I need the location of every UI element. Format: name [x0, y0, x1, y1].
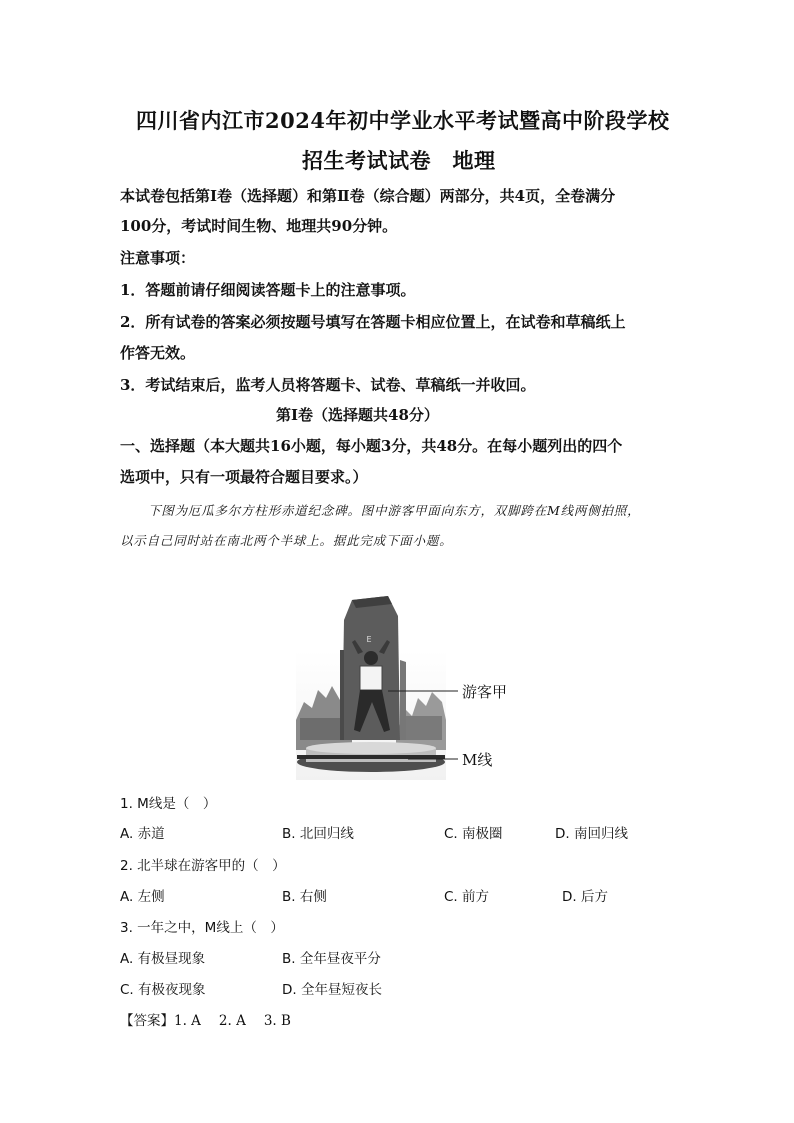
question-2-stem: 2. 北半球在游客甲的（ ）	[120, 858, 286, 874]
question-2-option-d: D. 后方	[562, 889, 608, 905]
notes-item-1: 1．答题前请仔细阅读答题卡上的注意事项。	[120, 281, 416, 299]
part-heading-line-2: 选项中，只有一项最符合题目要求。）	[120, 468, 368, 486]
label-m-line: M线	[462, 751, 493, 769]
m-line	[297, 755, 445, 759]
notes-heading: 注意事项：	[120, 249, 196, 267]
answer-block	[120, 1009, 291, 1029]
passage-line-1: 下图为厄瓜多尔方柱形赤道纪念碑。图中游客甲面向东方，双脚跨在M线两侧拍照，	[148, 503, 641, 518]
label-tourist: 游客甲	[462, 683, 508, 701]
question-2-option-a: A. 左侧	[120, 889, 165, 905]
question-3-option-d: D. 全年昼短夜长	[282, 982, 382, 998]
answer-1: 1. A	[174, 1013, 201, 1029]
question-1-stem: 1. M线是（ ）	[120, 796, 217, 812]
question-1-option-a: A. 赤道	[120, 826, 165, 842]
page-subtitle: 招生考试试卷 地理	[302, 148, 496, 173]
answer-3: 3. B	[263, 1013, 291, 1029]
question-1-option-b: B. 北回归线	[282, 826, 354, 842]
question-3-stem: 3. 一年之中，M线上（ ）	[120, 920, 284, 936]
question-3-option-c: C. 有极夜现象	[120, 982, 206, 998]
page-title: 四川省内江市2024年初中学业水平考试暨高中阶段学校	[136, 108, 670, 133]
answer-2: 2. A	[218, 1013, 246, 1029]
notes-item-2-line-1: 2．所有试卷的答案必须按题号填写在答题卡相应位置上，在试卷和草稿纸上	[120, 313, 626, 331]
part-heading-line-1: 一、选择题（本大题共16小题，每小题3分，共48分。在每小题列出的四个	[120, 437, 623, 455]
question-2-option-c: C. 前方	[444, 889, 490, 905]
notes-item-3: 3．考试结束后，监考人员将答题卡、试卷、草稿纸一并收回。	[120, 376, 536, 394]
intro-line-1: 本试卷包括第Ⅰ卷（选择题）和第Ⅱ卷（综合题）两部分，共4页，全卷满分	[120, 187, 616, 205]
question-3-option-b: B. 全年昼夜平分	[282, 951, 381, 967]
question-2-option-b: B. 右侧	[282, 889, 327, 905]
answer-label: 【答案】	[120, 1013, 174, 1029]
question-3-option-a: A. 有极昼现象	[120, 951, 206, 967]
section-title: 第Ⅰ卷（选择题共48分）	[276, 406, 439, 424]
intro-line-2: 100分，考试时间生物、地理共90分钟。	[120, 217, 398, 235]
notes-item-2-line-2: 作答无效。	[120, 344, 196, 362]
question-1-option-c: C. 南极圈	[444, 826, 503, 842]
passage-line-2: 以示自己同时站在南北两个半球上。据此完成下面小题。	[120, 533, 453, 548]
monument-mark: E	[366, 635, 372, 644]
question-1-option-d: D. 南回归线	[555, 826, 628, 842]
monument-photo	[296, 590, 528, 780]
